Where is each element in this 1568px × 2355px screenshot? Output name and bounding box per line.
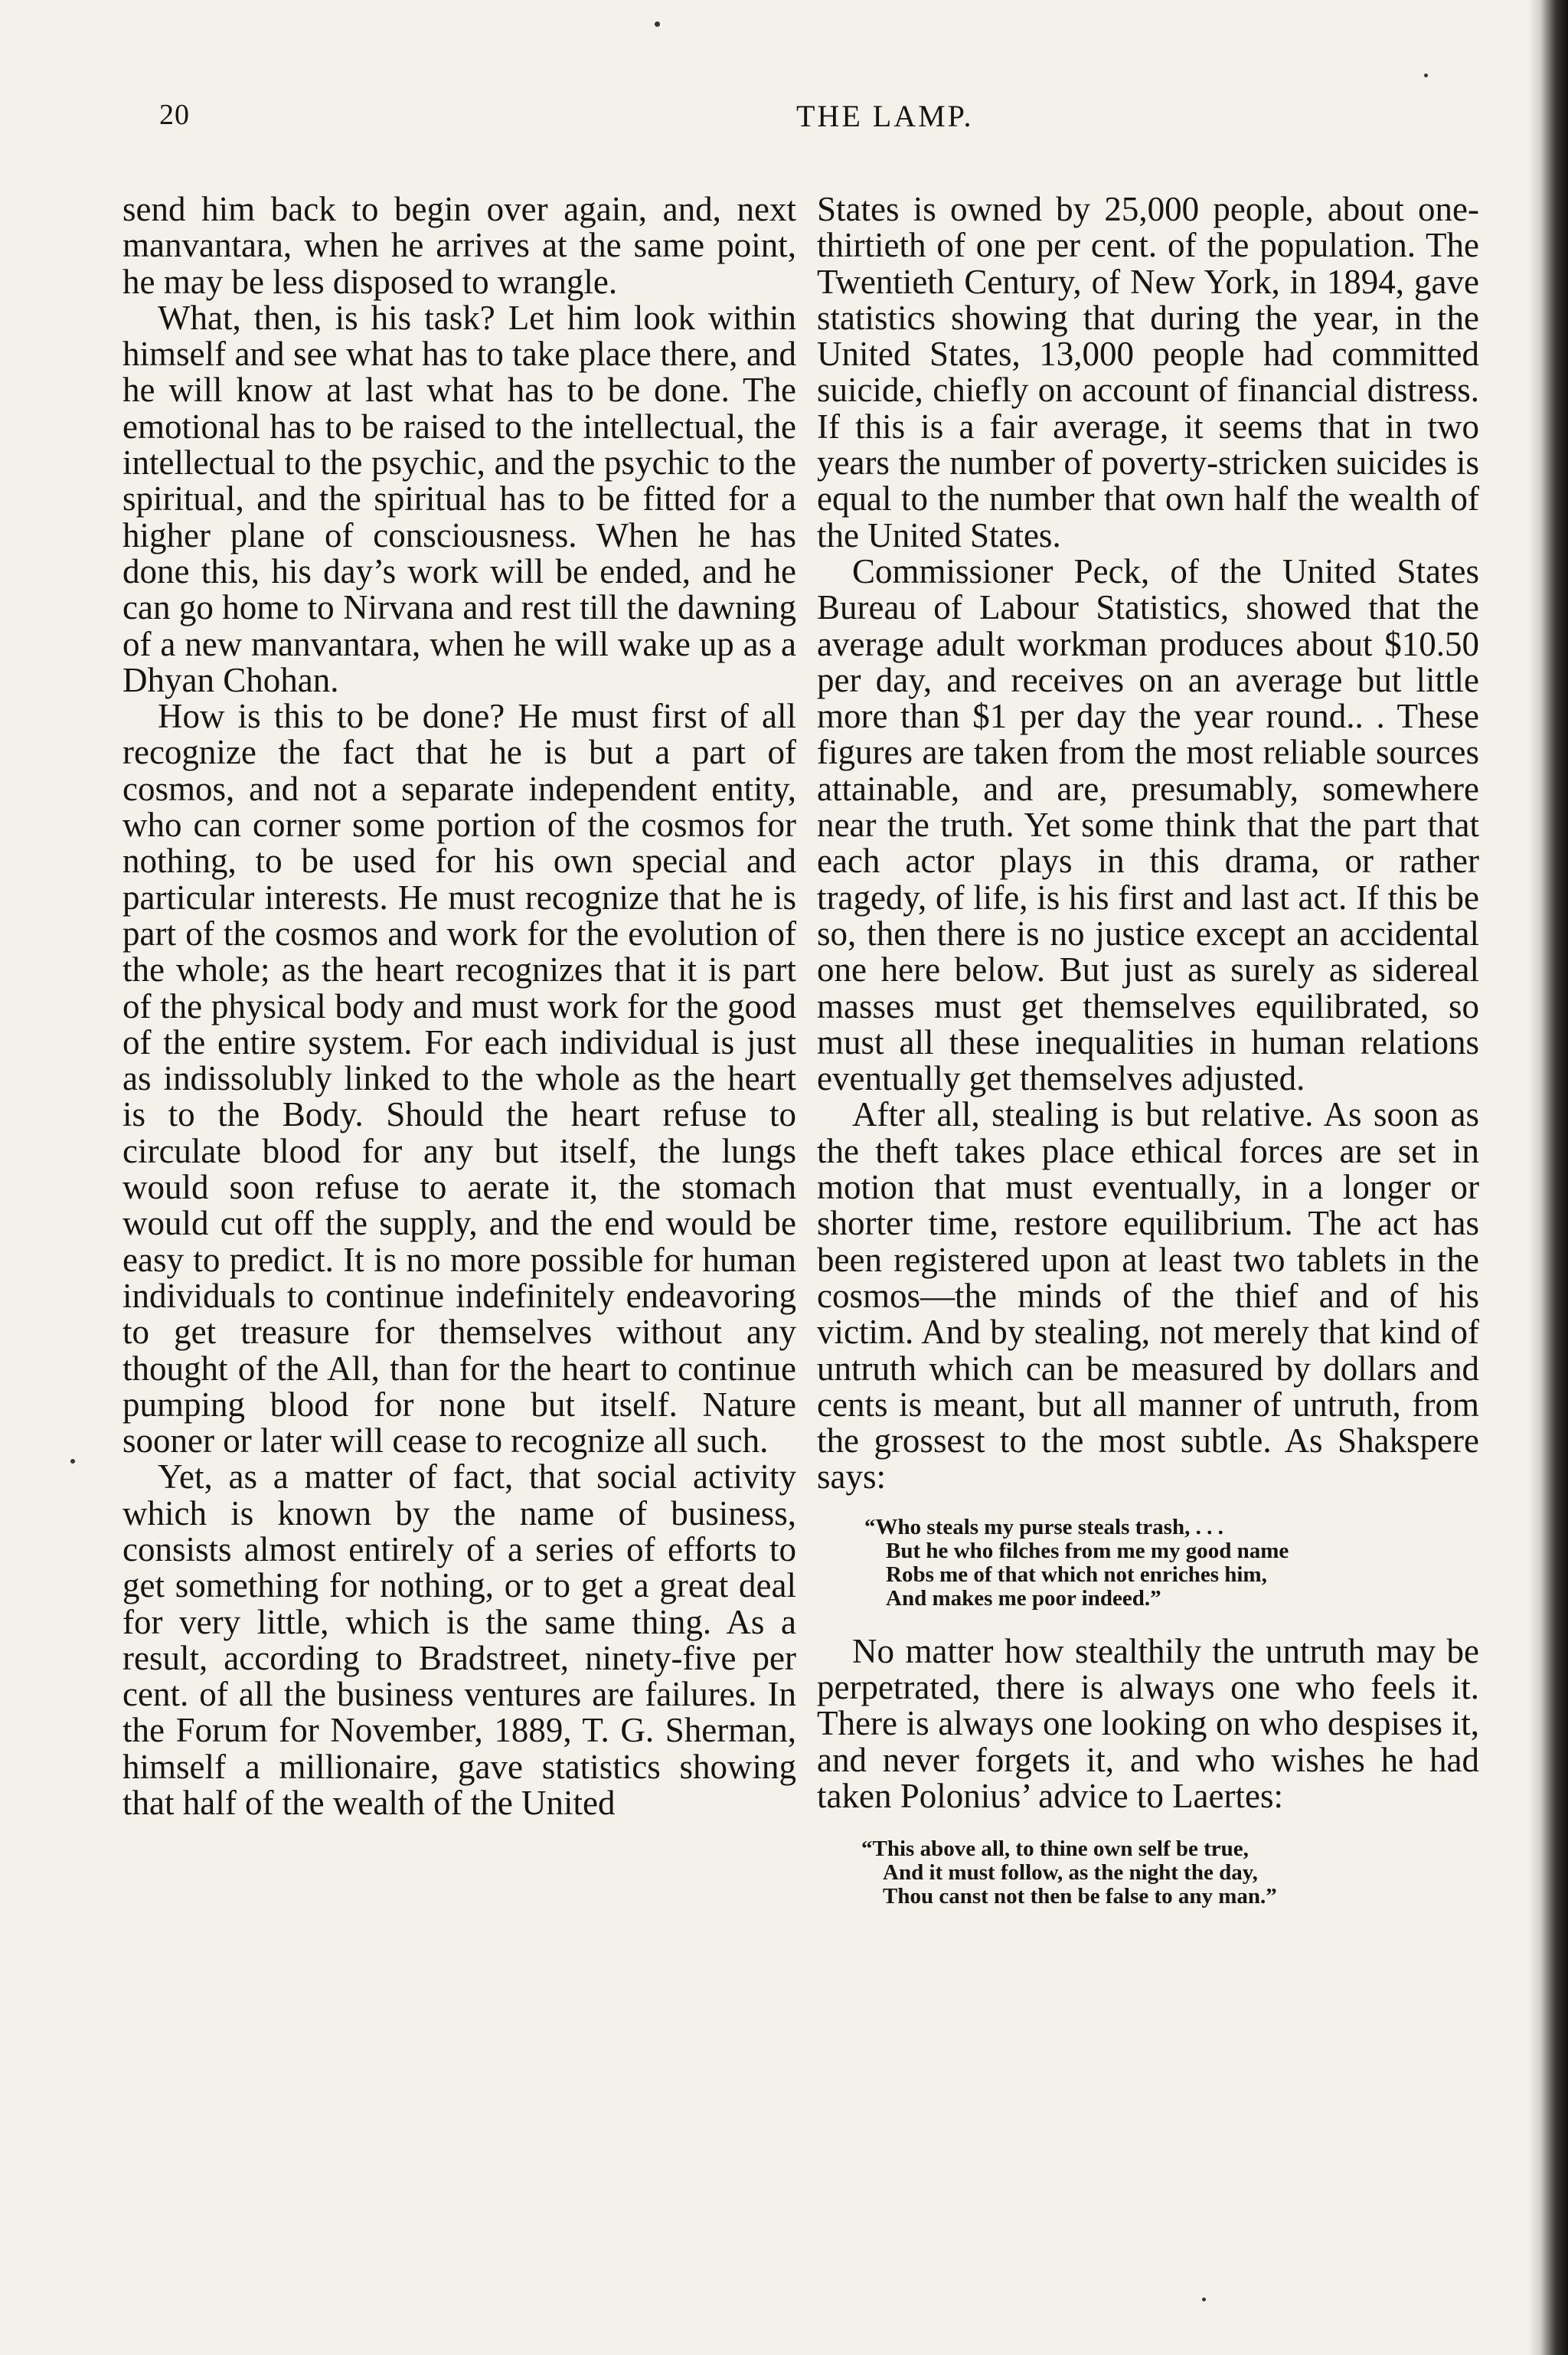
paragraph: States is owned by 25,000 people, about one-thirtieth of one per cent. of the population. The Twentieth Century, of New York, in 1894, gave statistics showing that during the year, in the United States, 13,000 people had committed suicide, chiefly on account of financial distress. If this is a fair average, it seems that in two years the number of poverty-stricken suicides is equal to the number that own half the wealth of the United States. <box>817 190 1479 554</box>
quote-line: And it must follow, as the night the day, <box>883 1860 1258 1886</box>
quote-line: And makes me poor indeed.” <box>886 1585 1161 1611</box>
paragraph: Yet, as a matter of fact, that social activity which is known by the name of business, consists almost entirely of a series of efforts to get something for nothing, or to get a great deal for very little, which is the same thing. As a result, according to Bradstreet, ninety-five per cent. of all the business ventures are failures. In the Forum for November, 1889, T. G. Sherman, himself a millionaire, gave statistics showing that half of the wealth of the United <box>122 1457 796 1823</box>
paragraph: Commissioner Peck, of the United States Bureau of Labour Statistics, showed that the average adult workman produces about $10.50 per day, and receives on an average but little more than $1 per day the year round.. . These figures are taken from the most reliable sources attainable, and are, presumably, somewhere near the truth. Yet some think that the part that each actor plays in this drama, or rather tragedy, of life, is his first and last act. If this be so, then there is no justice except an accidental one here below. But just as surely as sidereal masses must get themselves equilibrated, so must all these inequalities in human relations eventually get themselves adjusted. <box>817 551 1479 1098</box>
quote-line: “This above all, to thine own self be true, <box>861 1837 1249 1862</box>
paragraph: send him back to begin over again, and, next manvantara, when he arrives at the same point, he may be less disposed to wrangle. <box>122 190 796 301</box>
shakespeare-quote <box>817 1516 1479 1611</box>
quote-line: Thou canst not then be false to any man.” <box>883 1884 1277 1909</box>
page-number: 20 <box>159 99 190 131</box>
scan-edge-shadow <box>1528 0 1568 2355</box>
scan-speck <box>655 21 660 27</box>
scan-speck <box>1202 2298 1206 2301</box>
quote-line: But he who filches from me my good name <box>886 1538 1289 1563</box>
quote-line: “Who steals my purse steals trash, . . . <box>864 1514 1223 1539</box>
polonius-quote <box>817 1837 1479 1909</box>
paragraph: How is this to be done? He must first of all recognize the fact that he is but a part of cosmos, and not a separate independent entity, who can corner some portion of the cosmos for nothing, to be used for his own special and particular interests. He must recognize that he is part of the cosmos and work for the evolution of the whole; as the heart recognizes that it is part of the physical body and must work for the good of the entire system. For each individual is just as indissolubly linked to the whole as the heart is to the Body. Should the heart refuse to circulate blood for any but itself, the lungs would soon refuse to aerate it, the stomach would cut off the supply, and the end would be easy to predict. It is no more possible for human individuals to continue indefinitely endeavoring to get treasure for themselves without any thought of the All, than for the heart to continue pumping blood for none but itself. Nature sooner or later will cease to recognize all such. <box>122 697 796 1460</box>
paragraph: After all, stealing is but relative. As soon as the theft takes place ethical forces are set in motion that must eventually, in a longer or shorter time, restore equilibrium. The act has been registered upon at least two tablets in the cosmos—the minds of the thief and of his victim. And by stealing, not merely that kind of untruth which can be measured by dollars and cents is meant, but all manner of untruth, from the grossest to the most subtle. As Shakspere says: <box>817 1095 1479 1496</box>
scan-speck <box>1424 74 1428 77</box>
paragraph: What, then, is his task? Let him look within himself and see what has to take place there, and he will know at last what has to be done. The emotional has to be raised to the intellectual, the intellectual to the psychic, and the psychic to the spiritual, and the spiritual has to be fitted for a higher plane of consciousness. When he has done this, his day’s work will be ended, and he can go home to Nirvana and rest till the dawning of a new manvantara, when he will wake up as a Dhyan Chohan. <box>122 298 796 699</box>
quote-line: Robs me of that which not enriches him, <box>886 1562 1267 1587</box>
running-title: THE LAMP. <box>796 99 974 133</box>
scan-speck <box>70 1459 75 1464</box>
right-column <box>817 191 1479 1931</box>
left-column <box>122 191 796 1821</box>
page-header <box>122 98 1470 144</box>
paragraph: No matter how stealthily the untruth may be perpetrated, there is always one who feels it. There is always one looking on who despises it, and never forgets it, and who wishes he had taken Polonius’ advice to Laertes: <box>817 1631 1479 1815</box>
